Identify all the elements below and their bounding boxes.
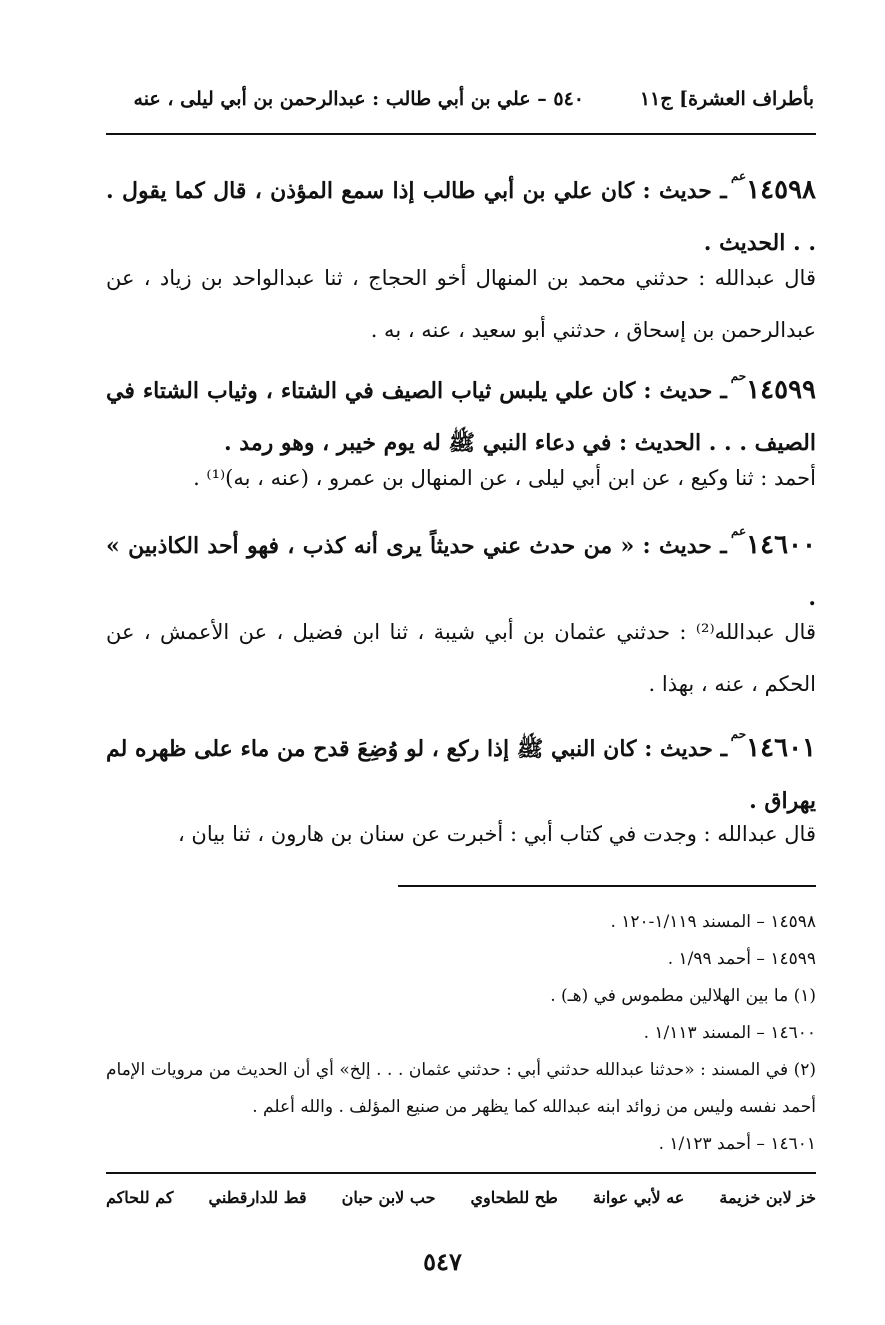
abbreviation-item: خز لابن خزيمة (719, 1188, 816, 1207)
hadith-text: ـ حديث : كان النبي ﷺ إذا ركع ، لو وُضِعَ قدح من ماء على ظهره لم يهراق . (106, 736, 816, 814)
isnad-text: قال عبدالله : حدثني محمد بن المنهال أخو الحجاج ، ثنا عبدالواحد بن زياد ، عن عبدالرحمن بن إسحاق ، حدثني أبو سعيد ، عنه ، به . (106, 266, 816, 342)
footnote-source: ١٤٥٩٨ – المسند ١/١١٩-١٢٠ . (610, 912, 816, 932)
header-rule (106, 133, 816, 135)
source-symbol: حم (730, 727, 747, 741)
footnote-note: (١) ما بين الهلالين مطموس في (هـ) . (550, 986, 816, 1006)
source-symbol: عم (731, 524, 747, 538)
footnote-source: ١٤٦٠٠ – المسند ١/١١٣ . (643, 1023, 816, 1043)
footnote-rule (398, 885, 816, 887)
abbreviation-item: قط للدارقطني (208, 1188, 307, 1207)
abbreviation-item: طح للطحاوي (470, 1188, 558, 1207)
footnote-note: (٢) في المسند : «حدثنا عبدالله حدثني أبي : حدثني عثمان . . . إلخ» أي أن الحديث من مرويات الإمام أحمد نفسه وليس من زوائد ابنه عبدالله كما يظهر من صنيع المؤلف . والله أعلم . (106, 1060, 816, 1117)
abbreviation-key (106, 1188, 816, 1207)
isnad-paragraph (106, 606, 816, 710)
hadith-text: ـ حديث : « من حدث عني حديثاً يرى أنه كذب ، فهو أحد الكاذبين » . (106, 533, 816, 611)
hadith-number: ١٤٦٠١ (746, 733, 816, 763)
footnote-source: ١٤٥٩٩ – أحمد ١/٩٩ . (667, 949, 816, 969)
hadith-text: ـ حديث : كان علي يلبس ثياب الصيف في الشتاء ، وثياب الشتاء في الصيف . . . الحديث : في دعاء النبي ﷺ له يوم خيبر ، وهو رمد . (106, 378, 816, 456)
hadith-number: ١٤٥٩٨ (746, 175, 816, 205)
source-symbol: حم (730, 369, 747, 383)
header-title: ٥٤٠ – علي بن أبي طالب : عبدالرحمن بن أبي ليلى ، عنه (133, 88, 584, 110)
hadith-text: ـ حديث : كان علي بن أبي طالب إذا سمع المؤذن ، قال كما يقول . . . الحديث . (106, 178, 816, 256)
abbreviation-item: كم للحاكم (106, 1188, 174, 1207)
running-header (108, 86, 814, 126)
isnad-text: قال عبدالله⁽²⁾ : حدثني عثمان بن أبي شيبة ، ثنا ابن فضيل ، عن الأعمش ، عن الحكم ، عنه ، بهذا . (106, 620, 816, 696)
abbreviation-item: عه لأبي عوانة (592, 1188, 685, 1207)
footnote-source: ١٤٦٠١ – أحمد ١/١٢٣ . (658, 1134, 816, 1154)
source-symbol: عم (731, 169, 747, 183)
page-number: ٥٤٧ (423, 1247, 462, 1276)
header-volume: بأطراف العشرة] ج١١ (639, 88, 814, 110)
abbreviation-rule (106, 1172, 816, 1174)
isnad-text: أحمد : ثنا وكيع ، عن ابن أبي ليلى ، عن المنهال بن عمرو ، (عنه ، به)⁽¹⁾ . (193, 466, 816, 490)
isnad-paragraph (106, 808, 816, 860)
hadith-number: ١٤٦٠٠ (746, 530, 816, 560)
isnad-paragraph (106, 452, 816, 504)
isnad-paragraph (106, 252, 816, 356)
isnad-text: قال عبدالله : وجدت في كتاب أبي : أخبرت عن سنان بن هارون ، ثنا بيان ، (177, 822, 816, 846)
abbreviation-item: حب لابن حبان (341, 1188, 436, 1207)
hadith-number: ١٤٥٩٩ (746, 375, 816, 405)
